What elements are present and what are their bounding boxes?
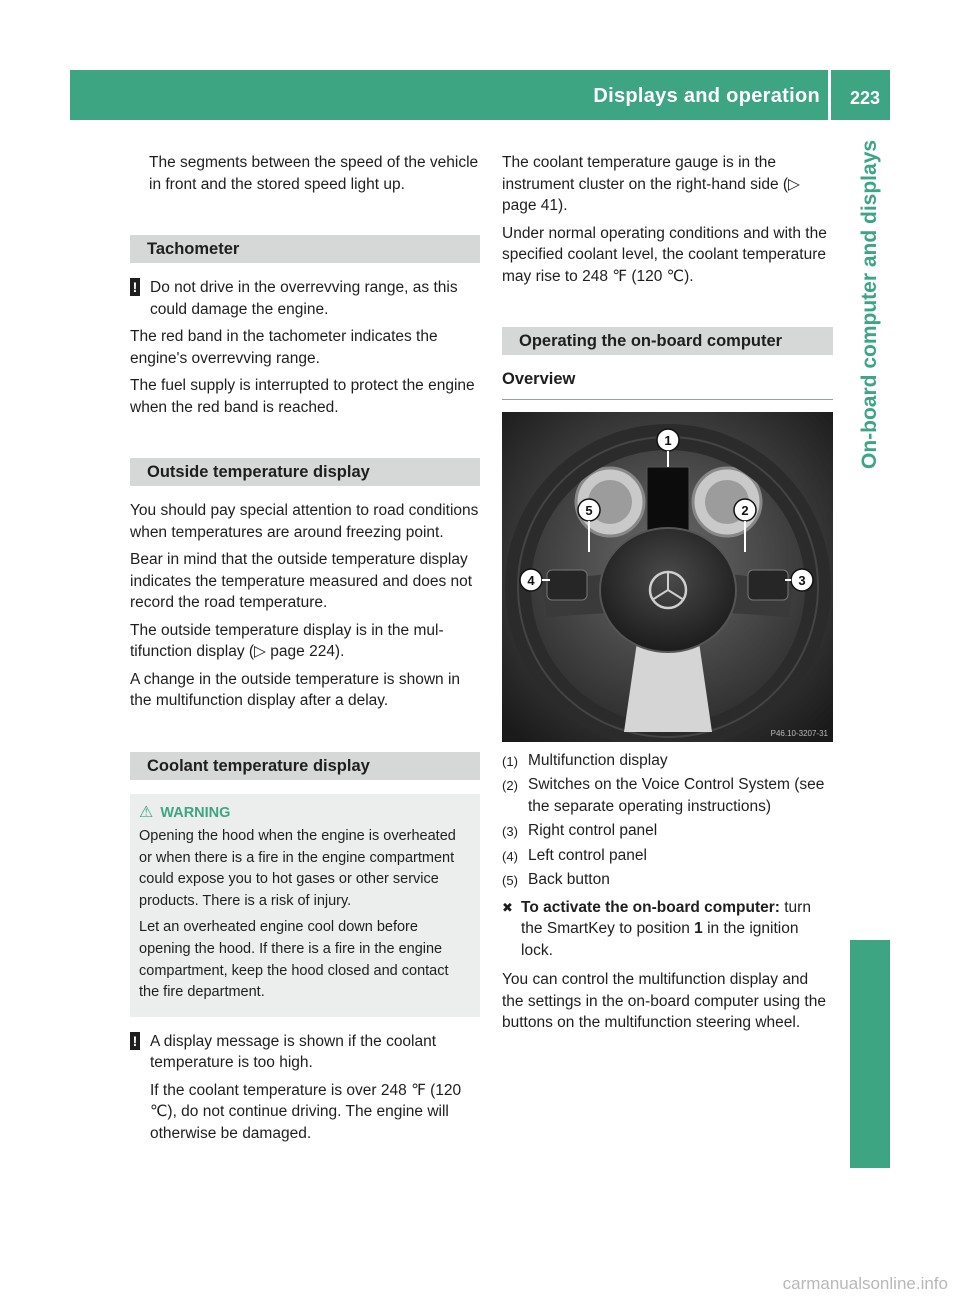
legend-number: (2): [502, 778, 518, 793]
paragraph: The outside temperature display is in the multifunction display (▷ page 224).: [130, 621, 444, 660]
legend-text: Switches on the Voice Control System (see the separate operating instructions): [528, 776, 825, 815]
photo-code: P46.10-3207-31: [770, 728, 828, 738]
paragraph: The red band in the tachometer indicates the engine's overrevving range.: [130, 328, 438, 367]
legend-list: [502, 750, 833, 891]
paragraph: The fuel supply is interrupted to protect the engine when the red band is reached.: [130, 377, 475, 416]
paragraph: You should pay special attention to road conditions when temperatures are around freezing point.: [130, 502, 479, 541]
note-text: Do not drive in the overrevving range, as this could damage the engine.: [150, 279, 458, 318]
list-item: [502, 845, 833, 867]
page-title: Displays and operation: [593, 85, 820, 107]
overview-subheading: Overview: [502, 369, 833, 400]
action-text: turn the SmartKey to position: [521, 898, 811, 937]
paragraph: The coolant temperature gauge is in the instrument cluster on the right-hand side (▷ page 41).: [502, 154, 800, 214]
svg-text:4: 4: [527, 572, 535, 588]
legend-text: Back button: [528, 871, 610, 888]
legend-number: (3): [502, 824, 518, 839]
right-column: [502, 152, 833, 1040]
action-label: To activate the on-board computer:: [521, 898, 780, 916]
warning-triangle-icon: ⚠: [139, 803, 154, 821]
left-column: [130, 152, 480, 1150]
outside-temp-heading: Outside temperature display: [130, 458, 480, 486]
legend-number: (1): [502, 753, 518, 769]
caution-icon: !: [130, 1032, 140, 1050]
list-item: [502, 869, 833, 891]
warning-paragraph: Opening the hood when the engine is overheated or when there is a fire in the engine compartment could expose you to hot gases or other service products. There is a risk of injury.: [139, 828, 456, 909]
action-arrow-icon: ✖: [502, 899, 513, 915]
list-item: [502, 820, 833, 842]
coolant-heading: Coolant temperature display: [130, 752, 480, 780]
note-text: If the coolant temperature is over 248 ℉ (120 ℃), do not continue driving. The engine will otherwise be damaged.: [150, 1081, 462, 1142]
action-position: 1: [694, 920, 703, 937]
tachometer-heading: Tachometer: [130, 235, 480, 263]
legend-number: (5): [502, 873, 518, 888]
list-item: [502, 774, 833, 817]
note-text: A display message is shown if the coolant temperature is too high.: [150, 1032, 437, 1072]
intro-paragraph: The segments between the speed of the vehicle in front and the stored speed light up.: [149, 154, 479, 193]
warning-box: [130, 794, 480, 1017]
page-number: 223: [849, 88, 880, 108]
paragraph: Under normal operating conditions and with the specified coolant level, the coolant temperature may rise to 248 ℉ (120 ℃).: [502, 224, 827, 285]
svg-text:5: 5: [585, 502, 593, 518]
paragraph: A change in the outside temperature is shown in the multifunction display after a delay.: [130, 670, 461, 709]
header-divider: [828, 70, 831, 120]
caution-icon: !: [130, 278, 140, 296]
list-item: [502, 750, 833, 772]
tachometer-note: [130, 277, 480, 320]
side-tab-label: On-board computer and displays: [858, 140, 881, 470]
coolant-note: [130, 1031, 480, 1145]
warning-paragraph: Let an overheated engine cool down before opening the hood. If there is a fire in the engine compartment, keep the hood closed and contact the fire department.: [139, 919, 449, 1001]
action-step: [502, 897, 833, 962]
legend-text: Multifunction display: [528, 751, 668, 769]
steering-wheel-photo: [502, 412, 833, 742]
svg-text:2: 2: [741, 502, 749, 518]
paragraph: You can control the multifunction display and the settings in the on-board computer using the buttons on the multifunction steering wheel.: [502, 971, 826, 1031]
svg-text:3: 3: [798, 572, 806, 588]
warning-title: [139, 802, 472, 825]
onboard-heading: Operating the on-board computer: [502, 327, 833, 355]
legend-text: Left control panel: [528, 846, 647, 864]
side-tab-block: [850, 940, 890, 1168]
svg-text:1: 1: [664, 432, 672, 448]
action-text: in the ignition lock.: [521, 920, 799, 959]
legend-text: Right control panel: [528, 822, 658, 839]
warning-title-text: WARNING: [160, 804, 231, 821]
legend-number: (4): [502, 848, 518, 864]
header-bar: [70, 70, 890, 120]
footer-watermark: carmanualsonline.info: [782, 1273, 948, 1293]
paragraph: Bear in mind that the outside temperature display indicates the temperature measured and does not record the road temperature.: [130, 551, 473, 611]
